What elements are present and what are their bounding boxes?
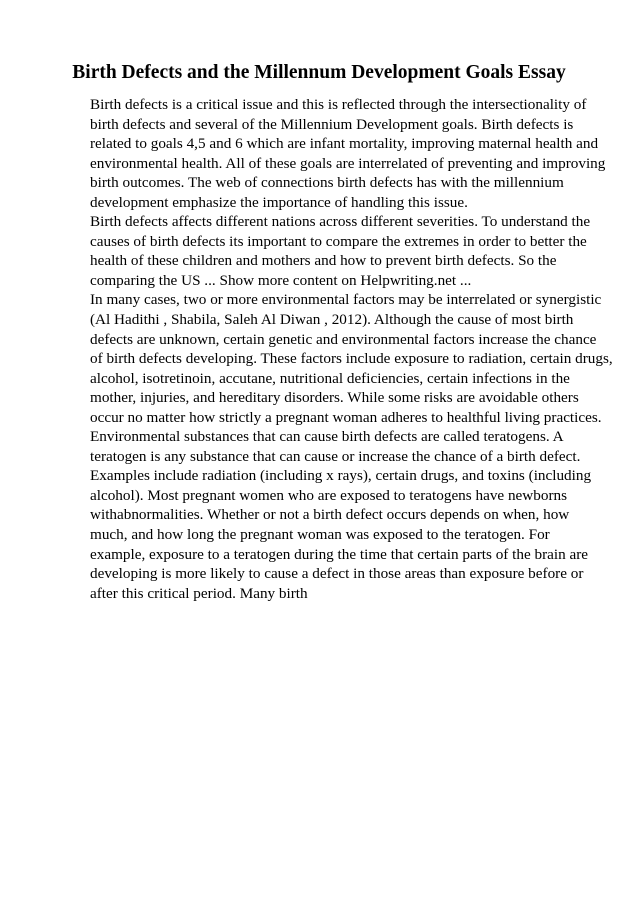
essay-line: defects are unknown, certain genetic and environmental factors increase the chance [90, 330, 597, 348]
essay-line: of birth defects developing. These factors include exposure to radiation, certain drugs, [90, 350, 613, 368]
essay-line: developing is more likely to cause a defect in those areas than exposure before or [90, 565, 584, 583]
essay-line: comparing the US ... Show more content on Helpwriting.net ... [90, 271, 472, 289]
essay-line: causes of birth defects its important to compare the extremes in order to better the [90, 232, 587, 250]
essay-line: health of these children and mothers and how to prevent birth defects. So the [90, 252, 557, 270]
essay-line: birth outcomes. The web of connections birth defects has with the millennium [90, 174, 564, 192]
essay-line: (Al Hadithi , Shabila, Saleh Al Diwan , 2012). Although the cause of most birth [90, 311, 574, 329]
essay-line: withabnormalities. Whether or not a birth defect occurs depends on when, how [90, 506, 570, 524]
essay-line: alcohol). Most pregnant women who are exposed to teratogens have newborns [90, 486, 568, 504]
essay-line: teratogen is any substance that can cause or increase the chance of a birth defect. [90, 447, 581, 465]
essay-line: Birth defects affects different nations across different severities. To understand the [90, 213, 591, 231]
essay-line: after this critical period. Many birth [90, 584, 308, 602]
essay-line: example, exposure to a teratogen during the time that certain parts of the brain are [90, 545, 589, 563]
essay-line: occur no matter how strictly a pregnant woman adheres to healthful living practices. [90, 408, 602, 426]
essay-line: Examples include radiation (including x rays), certain drugs, and toxins (including [90, 467, 592, 485]
essay-line: environmental health. All of these goals are interrelated of preventing and improving [90, 154, 606, 172]
essay-line: much, and how long the pregnant woman was exposed to the teratogen. For [90, 526, 550, 544]
essay-line: mother, injuries, and hereditary disorders. While some risks are avoidable others [90, 389, 579, 407]
essay-line: alcohol, isotretinoin, accutane, nutritional deficiencies, certain infections in the [90, 369, 570, 387]
essay-line: Environmental substances that can cause birth defects are called teratogens. A [90, 428, 564, 446]
essay-title: Birth Defects and the Millennum Development Goals Essay [72, 62, 566, 83]
essay-line: related to goals 4,5 and 6 which are infant mortality, improving maternal health and [90, 135, 599, 153]
essay-line: birth defects and several of the Millennium Development goals. Birth defects is [90, 115, 574, 133]
essay-line: development emphasize the importance of handling this issue. [90, 193, 468, 211]
essay-line: Birth defects is a critical issue and this is reflected through the intersectionality of [90, 96, 587, 113]
essay-body [90, 95, 613, 603]
essay-line: In many cases, two or more environmental factors may be interrelated or synergistic [90, 291, 602, 309]
